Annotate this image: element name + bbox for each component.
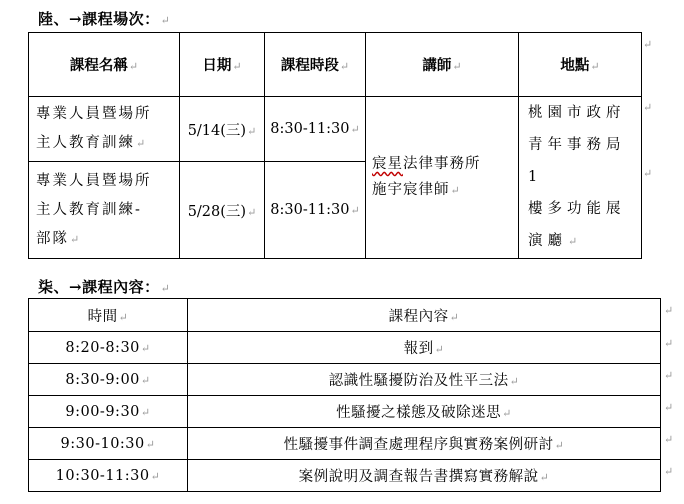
time-cell: 8:20-8:30↵ — [29, 332, 188, 364]
row-end-mark: ↵ — [664, 304, 674, 317]
time-cell: 9:30-10:30↵ — [29, 428, 188, 460]
row-end-mark: ↵ — [664, 433, 674, 446]
time-cell: 10:30-11:30↵ — [29, 460, 188, 492]
course-name-cell: 專業人員暨場所 主人教育訓練- 部隊↵ — [29, 162, 180, 259]
date-cell: 5/14(三)↵ — [180, 97, 265, 162]
row-end-mark: ↵ — [643, 38, 653, 51]
lecturer-cell: 宸星法律事務所 施宇宸律師↵ — [366, 97, 519, 259]
header-lecturer: 講師↵ — [366, 33, 519, 97]
time-cell: 9:00-9:30↵ — [29, 396, 188, 428]
schedule-header-row — [29, 33, 642, 97]
header-content: 課程內容↵ — [188, 299, 661, 332]
date-cell: 5/28(三)↵ — [180, 162, 265, 259]
row-end-mark: ↵ — [664, 465, 674, 478]
header-date: 日期↵ — [180, 33, 265, 97]
row-end-mark: ↵ — [643, 167, 653, 180]
content-table — [28, 298, 661, 492]
row-end-mark: ↵ — [664, 337, 674, 350]
location-cell: 桃園市政府 青年事務局 1 樓多功能展 演廳↵ — [519, 97, 642, 259]
time-cell: 8:30-11:30↵ — [265, 162, 366, 259]
content-row — [29, 460, 661, 492]
time-cell: 8:30-9:00↵ — [29, 364, 188, 396]
section6-heading — [38, 8, 170, 29]
content-row — [29, 428, 661, 460]
content-cell: 認識性騷擾防治及性平三法↵ — [188, 364, 661, 396]
paragraph-mark: ↵ — [160, 14, 171, 27]
content-cell: 性騷擾之樣態及破除迷思↵ — [188, 396, 661, 428]
header-location: 地點↵ — [519, 33, 642, 97]
schedule-table — [28, 32, 642, 259]
course-name-cell: 專業人員暨場所 主人教育訓練↵ — [29, 97, 180, 162]
schedule-row — [29, 97, 642, 162]
header-time: 時間↵ — [29, 299, 188, 332]
content-row — [29, 396, 661, 428]
section6-title: 陸、→課程場次： — [38, 10, 160, 28]
time-cell: 8:30-11:30↵ — [265, 97, 366, 162]
header-course-name: 課程名稱↵ — [29, 33, 180, 97]
section7-heading — [38, 276, 170, 297]
paragraph-mark: ↵ — [160, 282, 171, 295]
content-row — [29, 364, 661, 396]
header-time-slot: 課程時段↵ — [265, 33, 366, 97]
row-end-mark: ↵ — [643, 101, 653, 114]
row-end-mark: ↵ — [664, 401, 674, 414]
row-end-mark: ↵ — [664, 369, 674, 382]
section7-title: 柒、→課程內容： — [38, 278, 160, 296]
content-header-row — [29, 299, 661, 332]
content-cell: 性騷擾事件調查處理程序與實務案例研討↵ — [188, 428, 661, 460]
content-cell: 報到↵ — [188, 332, 661, 364]
content-cell: 案例說明及調查報告書撰寫實務解說↵ — [188, 460, 661, 492]
content-row — [29, 332, 661, 364]
